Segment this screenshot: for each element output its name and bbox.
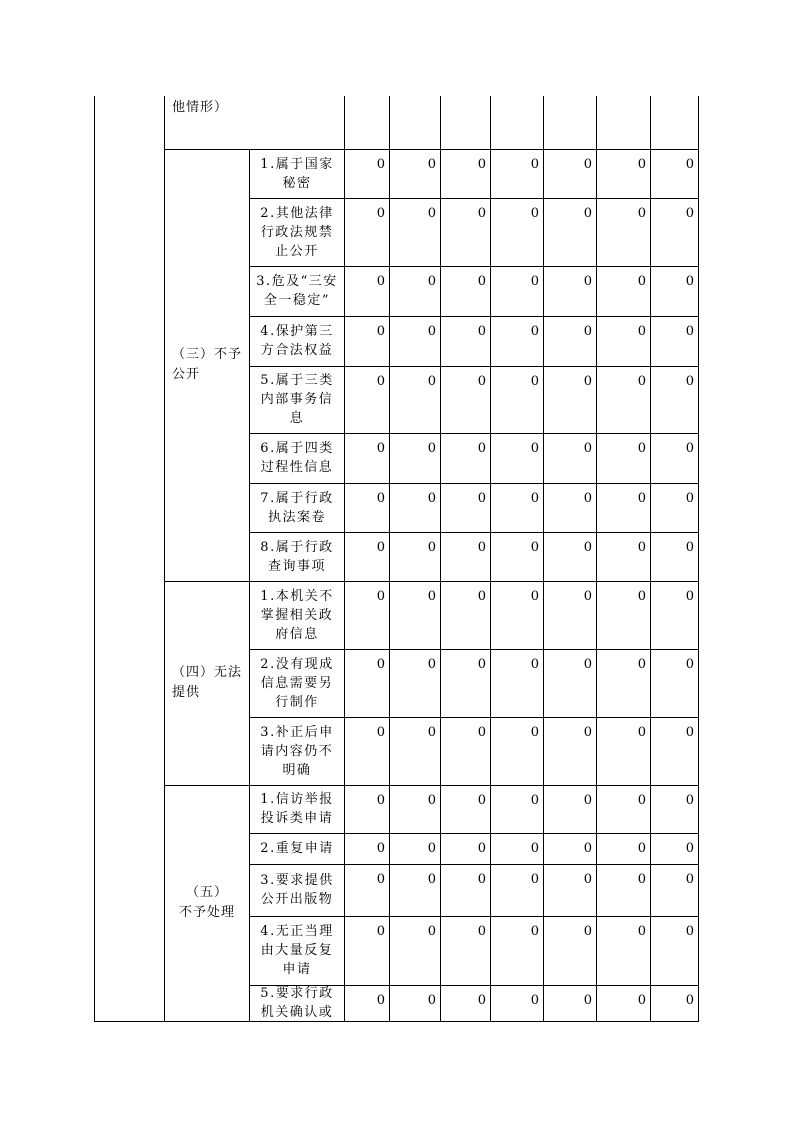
row-label: 内部事务信 (260, 392, 334, 407)
cell-value: 0 (530, 274, 539, 289)
cell-value: 0 (685, 872, 694, 887)
cell-value: 0 (530, 657, 539, 672)
cell-value: 0 (583, 589, 592, 604)
cell-value: 0 (376, 157, 385, 172)
cell-value: 0 (427, 657, 436, 672)
row-label: 申请 (282, 962, 312, 977)
row-label: 4.无正当理 (260, 924, 334, 939)
cell-value: 0 (427, 725, 436, 740)
grid-line (596, 96, 597, 1021)
cell-value: 0 (530, 993, 539, 1008)
grid-line (164, 149, 699, 150)
cell-value: 0 (477, 206, 486, 221)
cell-value: 0 (685, 491, 694, 506)
cell-value: 0 (583, 491, 592, 506)
cell-value: 0 (376, 993, 385, 1008)
cell-value: 0 (583, 993, 592, 1008)
grid-line (249, 149, 250, 1021)
cell-value: 0 (477, 274, 486, 289)
row-label: 公开出版物 (260, 892, 334, 907)
cell-value: 0 (583, 793, 592, 808)
cell-value: 0 (376, 374, 385, 389)
cell-value: 0 (685, 324, 694, 339)
grid-line (440, 96, 441, 1021)
cell-value: 0 (685, 657, 694, 672)
cell-value: 0 (583, 657, 592, 672)
cell-value: 0 (637, 725, 646, 740)
cell-value: 0 (376, 540, 385, 555)
grid-line (249, 483, 699, 484)
cell-value: 0 (637, 657, 646, 672)
cell-value: 0 (427, 324, 436, 339)
row-label: 秘密 (282, 175, 312, 191)
cell-value: 0 (583, 441, 592, 456)
cell-value: 0 (477, 441, 486, 456)
cell-value: 0 (637, 924, 646, 939)
row-label: 府信息 (275, 626, 319, 642)
cell-value: 0 (427, 589, 436, 604)
grid-line (164, 785, 699, 786)
cell-value: 0 (583, 206, 592, 221)
grid-line (164, 96, 165, 1021)
grid-line (164, 581, 699, 582)
cell-value: 0 (376, 657, 385, 672)
cell-value: 0 (685, 993, 694, 1008)
cell-value: 0 (583, 725, 592, 740)
cell-value: 0 (637, 840, 646, 856)
cell-value: 0 (530, 157, 539, 172)
cell-value: 0 (685, 157, 694, 172)
cell-value: 0 (637, 872, 646, 887)
category-label: （三）不予 (172, 347, 243, 362)
cell-value: 0 (477, 324, 486, 339)
cell-value: 0 (530, 589, 539, 604)
row-label: 1.信访举报 (260, 792, 334, 807)
grid-line (249, 833, 699, 834)
grid-line (650, 96, 651, 1021)
grid-line (543, 96, 544, 1021)
cell-value: 0 (637, 793, 646, 808)
cell-value: 0 (583, 157, 592, 172)
row-label: 2.其他法律 (260, 205, 334, 221)
cell-value: 0 (530, 840, 539, 856)
cell-value: 0 (477, 540, 486, 555)
cell-value: 0 (376, 793, 385, 808)
cell-value: 0 (427, 924, 436, 939)
cell-value: 0 (427, 840, 436, 856)
cell-value: 0 (685, 924, 694, 939)
category-label: （四）无法 (172, 665, 243, 680)
cell-value: 0 (637, 993, 646, 1008)
cell-value: 0 (530, 491, 539, 506)
cell-value: 0 (376, 872, 385, 887)
row-label: 5.属于三类 (260, 373, 334, 388)
cell-value: 0 (583, 274, 592, 289)
cell-value: 0 (477, 589, 486, 604)
category-label: 不予处理 (178, 905, 235, 920)
cell-value: 0 (685, 589, 694, 604)
cell-value: 0 (637, 157, 646, 172)
cell-value: 0 (637, 589, 646, 604)
cell-value: 0 (637, 441, 646, 456)
grid-line (249, 532, 699, 533)
cell-value: 0 (376, 840, 385, 856)
grid-line (249, 266, 699, 267)
grid-line (249, 316, 699, 317)
grid-line (389, 96, 390, 1021)
cell-value: 0 (376, 274, 385, 289)
category-label: 提供 (172, 685, 201, 700)
row-label: 1.属于国家 (260, 156, 334, 172)
row-label: 查询事项 (267, 558, 326, 574)
cell-value: 0 (530, 540, 539, 555)
cell-value: 0 (530, 725, 539, 740)
row-label: 息 (289, 411, 305, 426)
cell-value: 0 (583, 872, 592, 887)
grid-line (94, 96, 95, 1021)
cell-value: 0 (427, 441, 436, 456)
cell-value: 0 (530, 441, 539, 456)
cell-value: 0 (427, 491, 436, 506)
row-label: 机关确认或 (260, 1005, 334, 1020)
row-label: 1.本机关不 (260, 588, 334, 604)
cell-value: 0 (530, 924, 539, 939)
cell-value: 0 (427, 157, 436, 172)
row-label: 过程性信息 (260, 460, 334, 475)
cell-value: 0 (427, 993, 436, 1008)
cell-value: 0 (685, 840, 694, 856)
row-label: 投诉类申请 (260, 811, 334, 826)
category-label: 公开 (172, 367, 201, 382)
grid-line (249, 916, 699, 917)
row-label: 信息需要另 (260, 675, 334, 691)
cell-value: 0 (427, 540, 436, 555)
cell-value: 0 (376, 924, 385, 939)
cell-value: 0 (637, 324, 646, 339)
cell-value: 0 (477, 872, 486, 887)
row-label: 由大量反复 (260, 943, 334, 958)
cell-value: 0 (583, 924, 592, 939)
row-label: 全一稳定” (263, 293, 331, 308)
grid-line (344, 96, 345, 1021)
row-label: 请内容仍不 (260, 743, 334, 759)
cell-value: 0 (477, 657, 486, 672)
row-label: 6.属于四类 (260, 441, 334, 456)
cell-value: 0 (427, 374, 436, 389)
cell-value: 0 (477, 157, 486, 172)
row-label: 3.危及“三安 (256, 274, 338, 289)
grid-line (490, 96, 491, 1021)
cell-value: 0 (477, 993, 486, 1008)
cell-value: 0 (685, 793, 694, 808)
cell-value: 0 (637, 540, 646, 555)
row-label: 行制作 (275, 694, 319, 710)
cell-value: 0 (637, 274, 646, 289)
cell-value: 0 (530, 324, 539, 339)
cell-value: 0 (685, 206, 694, 221)
cell-value: 0 (376, 725, 385, 740)
cell-value: 0 (376, 206, 385, 221)
cell-value: 0 (685, 274, 694, 289)
grid-line (249, 366, 699, 367)
cell-value: 0 (376, 441, 385, 456)
category-label: （五） (185, 885, 228, 900)
cell-value: 0 (427, 872, 436, 887)
row-label: 掌握相关政 (260, 607, 334, 623)
cell-value: 0 (583, 324, 592, 339)
cell-value: 0 (637, 374, 646, 389)
cell-value: 0 (376, 589, 385, 604)
cell-value: 0 (530, 206, 539, 221)
cell-value: 0 (685, 540, 694, 555)
row-label: 2.没有现成 (260, 656, 334, 672)
cell-value: 0 (477, 840, 486, 856)
cell-value: 0 (477, 793, 486, 808)
cell-value: 0 (376, 324, 385, 339)
grid-line (249, 649, 699, 650)
cell-value: 0 (427, 274, 436, 289)
row-label: 8.属于行政 (260, 539, 334, 555)
cell-value: 0 (477, 924, 486, 939)
row-label: 3.补正后申 (260, 724, 334, 740)
cell-value: 0 (583, 840, 592, 856)
cell-value: 0 (583, 540, 592, 555)
cell-value: 0 (477, 725, 486, 740)
grid-line (249, 864, 699, 865)
cell-value: 0 (685, 725, 694, 740)
row-label: 行政法规禁 (260, 224, 334, 240)
row-label: 5.要求行政 (260, 986, 334, 1001)
cell-value: 0 (685, 441, 694, 456)
row-label: 3.要求提供 (260, 873, 334, 888)
cell-value: 0 (530, 793, 539, 808)
cell-value: 0 (427, 206, 436, 221)
cell-value: 0 (685, 374, 694, 389)
grid-line (249, 433, 699, 434)
grid-line (249, 717, 699, 718)
cell-value: 0 (530, 872, 539, 887)
row-label: 方合法权益 (260, 343, 334, 358)
grid-line (698, 96, 699, 1021)
row-label: 7.属于行政 (260, 490, 334, 506)
row-label: 2.重复申请 (260, 841, 334, 856)
row-label: 明确 (282, 762, 312, 778)
row-label: 4.保护第三 (260, 324, 334, 339)
cell-value: 0 (477, 491, 486, 506)
cell-value: 0 (477, 374, 486, 389)
cell-value: 0 (530, 374, 539, 389)
cell-value: 0 (376, 491, 385, 506)
row-label: 执法案卷 (267, 509, 326, 525)
cell-value: 0 (427, 793, 436, 808)
cell-value: 0 (637, 206, 646, 221)
grid-line (94, 1021, 699, 1022)
grid-line (249, 198, 699, 199)
row-label: 止公开 (275, 243, 319, 259)
cell-value: 0 (583, 374, 592, 389)
cell-value: 0 (637, 491, 646, 506)
top-fragment-text: 他情形） (172, 100, 229, 115)
